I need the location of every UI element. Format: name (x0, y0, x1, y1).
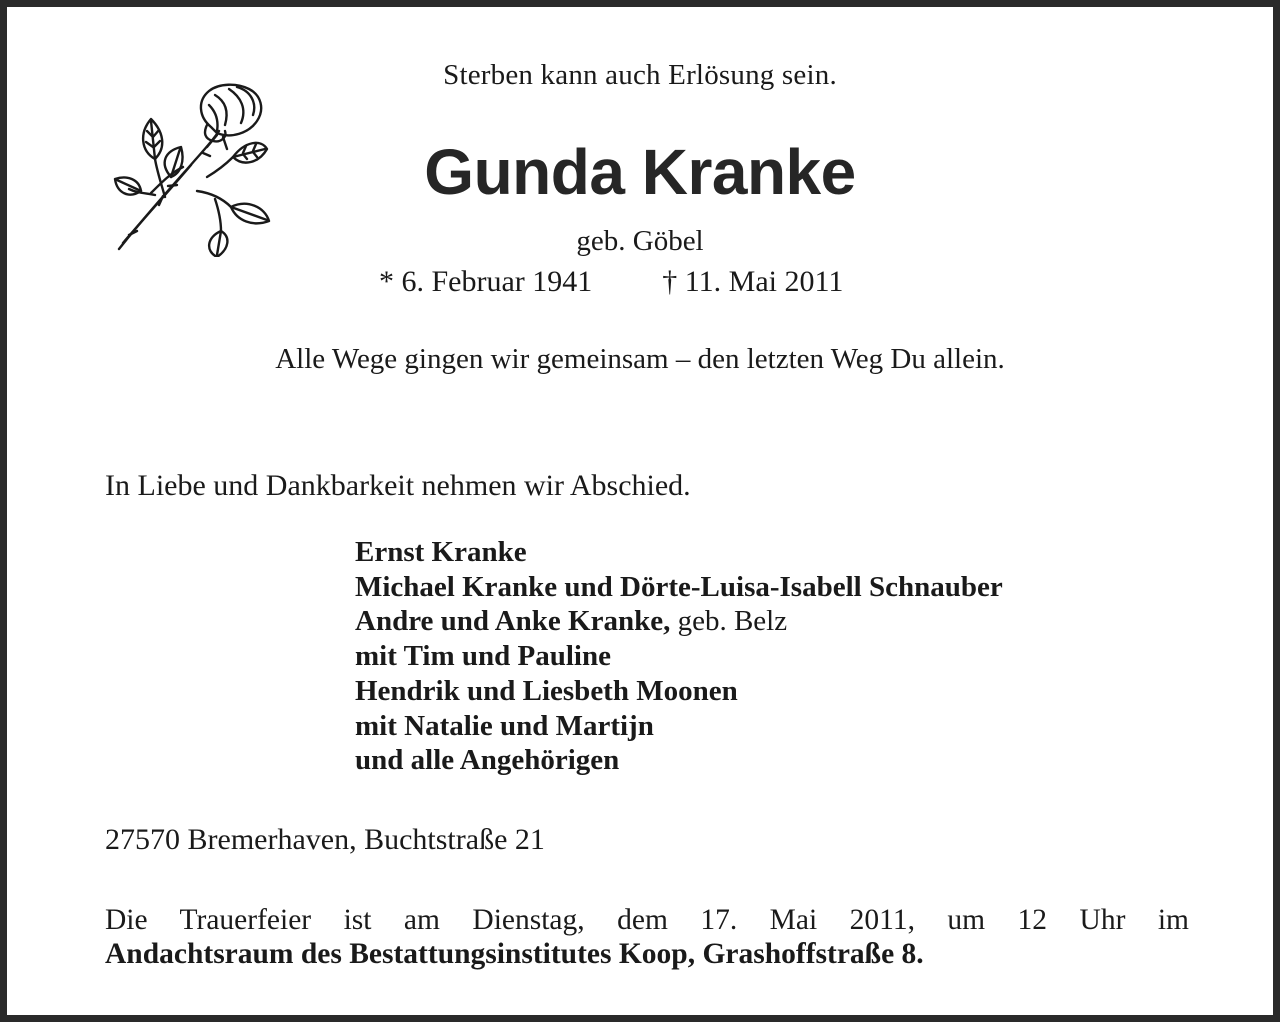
family-member: Michael Kranke und Dörte-Luisa-Isabell Schnauber (355, 570, 1003, 603)
family-member: Hendrik und Liesbeth Moonen (355, 674, 738, 707)
motto-text: Sterben kann auch Erlösung sein. (443, 59, 837, 91)
life-dates (379, 265, 843, 299)
service-location: Andachtsraum des Bestattungsinstitutes Koop, Grashoffstraße 8. (105, 938, 924, 970)
family-list (355, 535, 1003, 778)
family-member: und alle Angehörigen (355, 744, 620, 777)
farewell-text: In Liebe und Dankbarkeit nehmen wir Abschied. (105, 469, 691, 502)
family-member: Andre und Anke Kranke, geb. Belz (355, 605, 788, 638)
service-line: Die Trauerfeier ist am Dienstag, dem 17. Mai 2011, um 12 Uhr im (105, 904, 1189, 936)
verse-text: Alle Wege gingen wir gemeinsam – den letzten Weg Du allein. (275, 343, 1005, 375)
family-member: Ernst Kranke (355, 536, 527, 568)
born-name: geb. Göbel (576, 225, 704, 257)
address-text: 27570 Bremerhaven, Buchtstraße 21 (105, 823, 545, 856)
service-info (105, 903, 1189, 971)
birth-date: * 6. Februar 1941 (379, 265, 593, 298)
family-member: mit Natalie und Martijn (355, 709, 654, 742)
deceased-name: Gunda Kranke (424, 136, 856, 208)
family-note: geb. Belz (677, 605, 788, 638)
death-date: † 11. Mai 2011 (662, 265, 844, 298)
family-member: mit Tim und Pauline (355, 640, 611, 673)
